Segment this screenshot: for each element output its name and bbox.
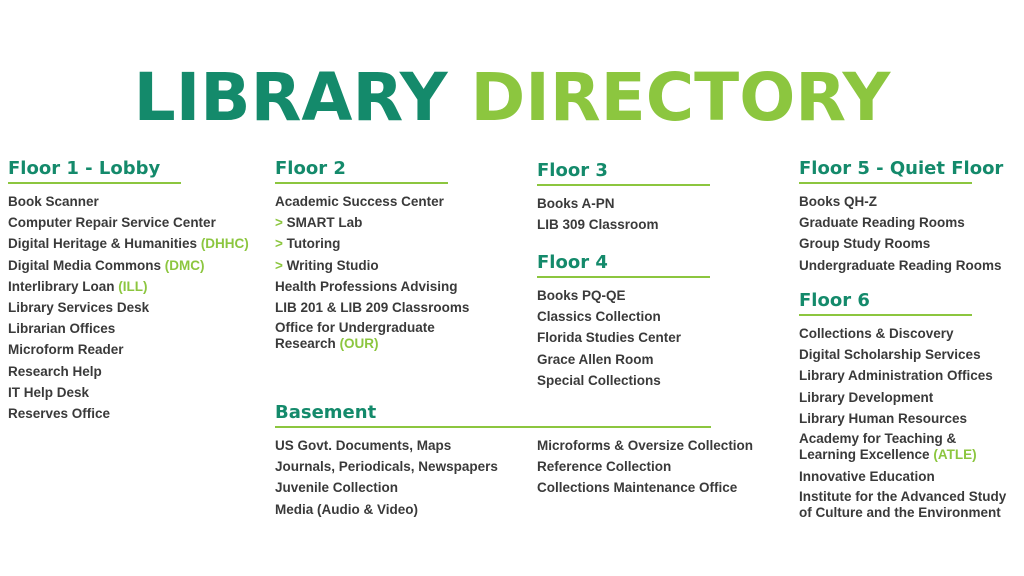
floor-1-section [8, 158, 253, 424]
floor-4-title: Floor 4 [537, 252, 608, 273]
floor-5-rule [799, 182, 972, 184]
arrow-icon: > [275, 236, 283, 252]
list-item: Undergraduate Reading Rooms [799, 257, 1002, 273]
list-item: Institute for the Advanced Study of Culture and the Environment [799, 489, 1007, 521]
list-item: Health Professions Advising [275, 278, 458, 294]
floor-1-list [8, 191, 253, 424]
floor-2-title: Floor 2 [275, 158, 346, 179]
floor-2-rule [275, 182, 448, 184]
list-item: Digital Media Commons (DMC) [8, 257, 205, 273]
floor-2-section [275, 158, 515, 355]
floor-4-rule [537, 276, 710, 278]
list-item: Interlibrary Loan (ILL) [8, 278, 148, 294]
list-item: Computer Repair Service Center [8, 215, 216, 231]
list-item: Library Administration Offices [799, 368, 993, 384]
list-item: Research Help [8, 363, 102, 379]
list-item: Books QH-Z [799, 194, 878, 209]
list-item: Librarian Offices [8, 321, 116, 337]
list-item: Office for Undergraduate Research (OUR) [275, 320, 435, 352]
list-item: Innovative Education [799, 469, 935, 485]
list-item: Digital Heritage & Humanities (DHHC) [8, 236, 249, 252]
list-item: LIB 309 Classroom [537, 217, 659, 233]
floor-5-list [799, 191, 1019, 276]
basement-list-col2 [537, 435, 772, 499]
floor-5-title: Floor 5 - Quiet Floor [799, 158, 1004, 179]
basement-section [275, 402, 775, 517]
floor-6-title: Floor 6 [799, 290, 870, 311]
basement-list-col1 [275, 435, 530, 520]
list-item: Library Human Resources [799, 410, 968, 426]
basement-title: Basement [275, 402, 377, 423]
list-item: Books A-PN [537, 196, 615, 211]
list-item: Library Services Desk [8, 300, 150, 316]
list-item: Media (Audio & Video) [275, 501, 419, 517]
floor-3-section [537, 160, 777, 235]
floor-1-rule [8, 182, 181, 184]
list-item: Reserves Office [8, 406, 111, 422]
list-item: Graduate Reading Rooms [799, 215, 965, 231]
list-item: Group Study Rooms [799, 236, 931, 252]
list-item: Journals, Periodicals, Newspapers [275, 459, 498, 475]
title-library: LIBRARY [133, 59, 448, 136]
list-item: US Govt. Documents, Maps [275, 438, 452, 453]
floor-3-list [537, 193, 777, 235]
list-item: Collections & Discovery [799, 326, 954, 341]
list-item: > Writing Studio [275, 257, 379, 273]
list-item: Library Development [799, 389, 934, 405]
arrow-icon: > [275, 257, 283, 273]
list-item: Microforms & Oversize Collection [537, 438, 754, 453]
list-item: Juvenile Collection [275, 480, 399, 496]
list-item: Academy for Teaching & Learning Excellence (ATLE) [799, 431, 977, 463]
floor-5-section [799, 158, 1019, 276]
list-item: Microform Reader [8, 342, 124, 358]
floor-6-rule [799, 314, 972, 316]
list-item: Reference Collection [537, 459, 672, 475]
list-item: Special Collections [537, 372, 661, 388]
floor-3-title: Floor 3 [537, 160, 608, 181]
floor-6-section [799, 290, 1021, 524]
list-item: Academic Success Center [275, 194, 444, 209]
list-item: Books PQ-QE [537, 288, 626, 303]
arrow-icon: > [275, 215, 283, 231]
list-item: Book Scanner [8, 194, 99, 209]
list-item: LIB 201 & LIB 209 Classrooms [275, 300, 470, 316]
list-item: Classics Collection [537, 309, 661, 325]
list-item: Florida Studies Center [537, 330, 682, 346]
basement-rule [275, 426, 711, 428]
list-item: > SMART Lab [275, 215, 363, 231]
list-item: Grace Allen Room [537, 351, 654, 367]
floor-4-list [537, 285, 777, 391]
floor-2-list [275, 191, 515, 355]
floor-4-section [537, 252, 777, 391]
floor-1-title: Floor 1 - Lobby [8, 158, 161, 179]
list-item: Digital Scholarship Services [799, 347, 981, 363]
list-item: Collections Maintenance Office [537, 480, 738, 496]
title-directory: DIRECTORY [470, 59, 891, 136]
list-item: > Tutoring [275, 236, 341, 252]
floor-6-list [799, 323, 1021, 524]
page-title [0, 58, 1024, 138]
floor-3-rule [537, 184, 710, 186]
list-item: IT Help Desk [8, 384, 90, 400]
